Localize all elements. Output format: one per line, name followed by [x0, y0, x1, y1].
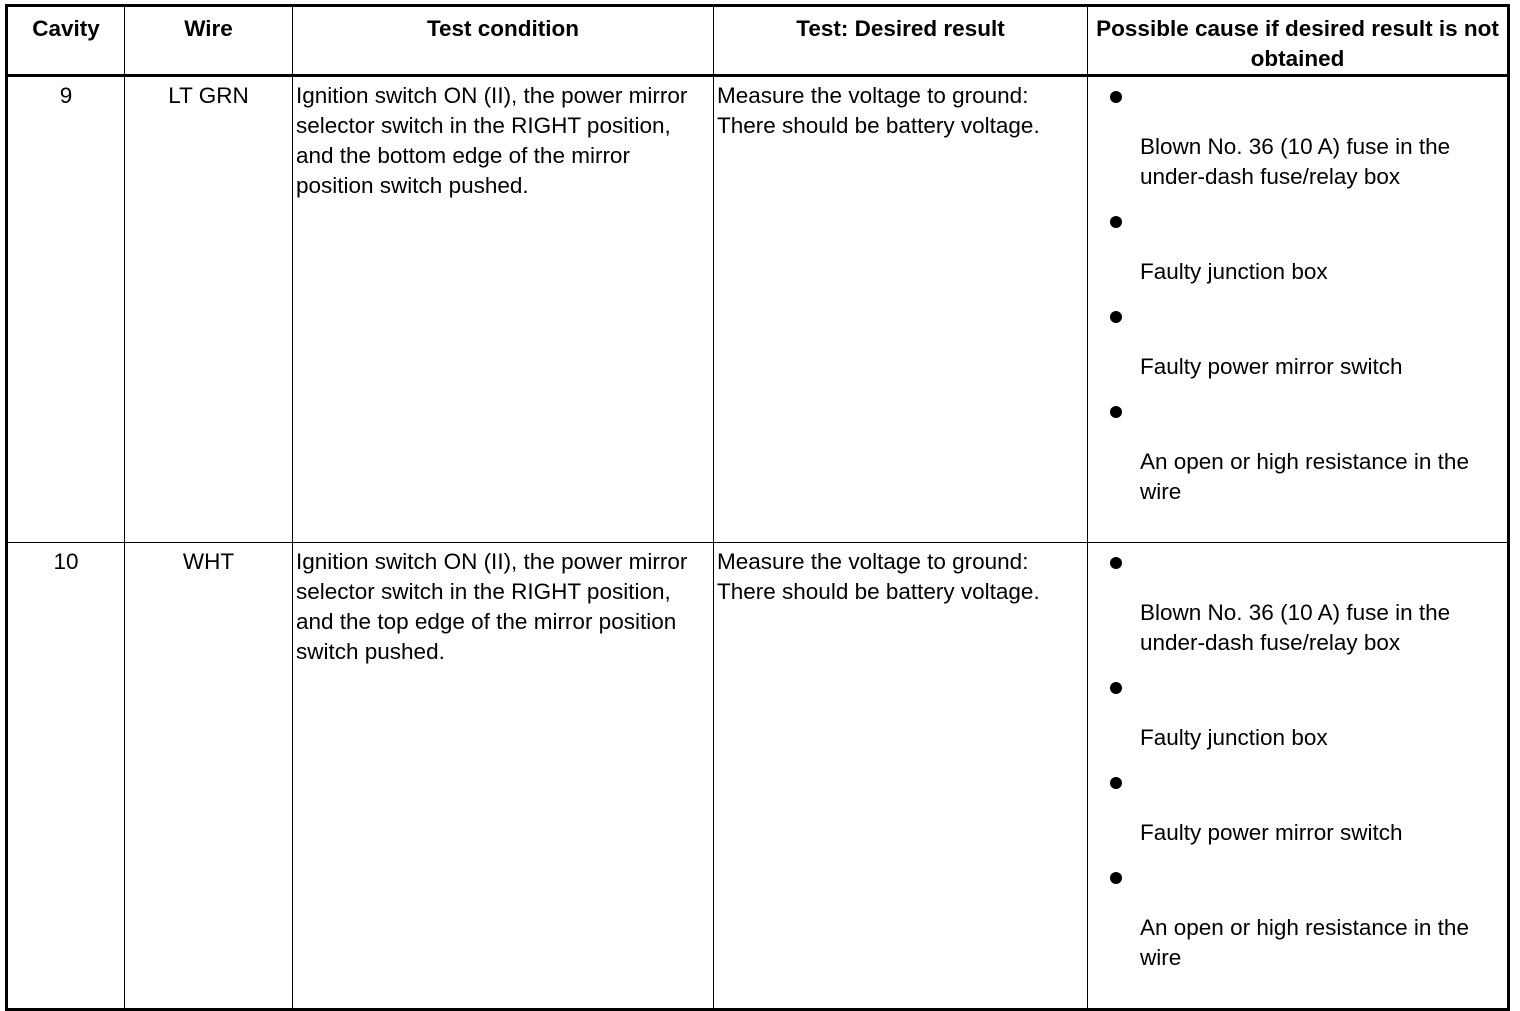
- list-item: [1088, 207, 1507, 287]
- possible-cause-cell: [1088, 543, 1509, 1010]
- table-row: [7, 543, 1509, 1010]
- cause-list: [1088, 548, 1507, 973]
- cause-text: Faulty junction box: [1140, 725, 1328, 750]
- table-body: [7, 76, 1509, 1010]
- cavity-cell: 9: [7, 76, 125, 543]
- bullet-icon: [1088, 82, 1507, 112]
- table-header: [7, 6, 1509, 76]
- test-condition-cell: Ignition switch ON (II), the power mirror selector switch in the RIGHT position, and the bottom edge of the mirror position switch pushed.: [293, 76, 714, 543]
- list-item: [1088, 768, 1507, 848]
- bullet-icon: [1088, 302, 1507, 332]
- cause-text: Faulty power mirror switch: [1140, 354, 1403, 379]
- bullet-icon: [1088, 673, 1507, 703]
- bullet-icon: [1088, 548, 1507, 578]
- cavity-cell: 10: [7, 543, 125, 1010]
- cause-text: An open or high resistance in the wire: [1140, 915, 1469, 970]
- header-cavity: Cavity: [7, 6, 125, 76]
- list-item: [1088, 302, 1507, 382]
- list-item: [1088, 673, 1507, 753]
- header-wire: Wire: [125, 6, 293, 76]
- cause-text: An open or high resistance in the wire: [1140, 449, 1469, 504]
- bullet-icon: [1088, 397, 1507, 427]
- bullet-icon: [1088, 207, 1507, 237]
- wire-cell: LT GRN: [125, 76, 293, 543]
- header-desired-result: Test: Desired result: [714, 6, 1088, 76]
- list-item: [1088, 548, 1507, 658]
- header-possible-cause: Possible cause if desired result is not obtained: [1088, 6, 1509, 76]
- cause-list: [1088, 82, 1507, 507]
- desired-result-cell: Measure the voltage to ground: There should be battery voltage.: [714, 543, 1088, 1010]
- list-item: [1088, 82, 1507, 192]
- header-row: [7, 6, 1509, 76]
- cause-text: Blown No. 36 (10 A) fuse in the under-dash fuse/relay box: [1140, 600, 1451, 655]
- table-row: [7, 76, 1509, 543]
- cause-text: Blown No. 36 (10 A) fuse in the under-dash fuse/relay box: [1140, 134, 1451, 189]
- list-item: [1088, 397, 1507, 507]
- cause-text: Faulty power mirror switch: [1140, 820, 1403, 845]
- list-item: [1088, 863, 1507, 973]
- cause-text: Faulty junction box: [1140, 259, 1328, 284]
- wire-cell: WHT: [125, 543, 293, 1010]
- troubleshooting-table: [5, 4, 1510, 1011]
- desired-result-cell: Measure the voltage to ground: There should be battery voltage.: [714, 76, 1088, 543]
- bullet-icon: [1088, 768, 1507, 798]
- test-condition-cell: Ignition switch ON (II), the power mirror selector switch in the RIGHT position, and the top edge of the mirror position switch pushed.: [293, 543, 714, 1010]
- bullet-icon: [1088, 863, 1507, 893]
- header-test-condition: Test condition: [293, 6, 714, 76]
- possible-cause-cell: [1088, 76, 1509, 543]
